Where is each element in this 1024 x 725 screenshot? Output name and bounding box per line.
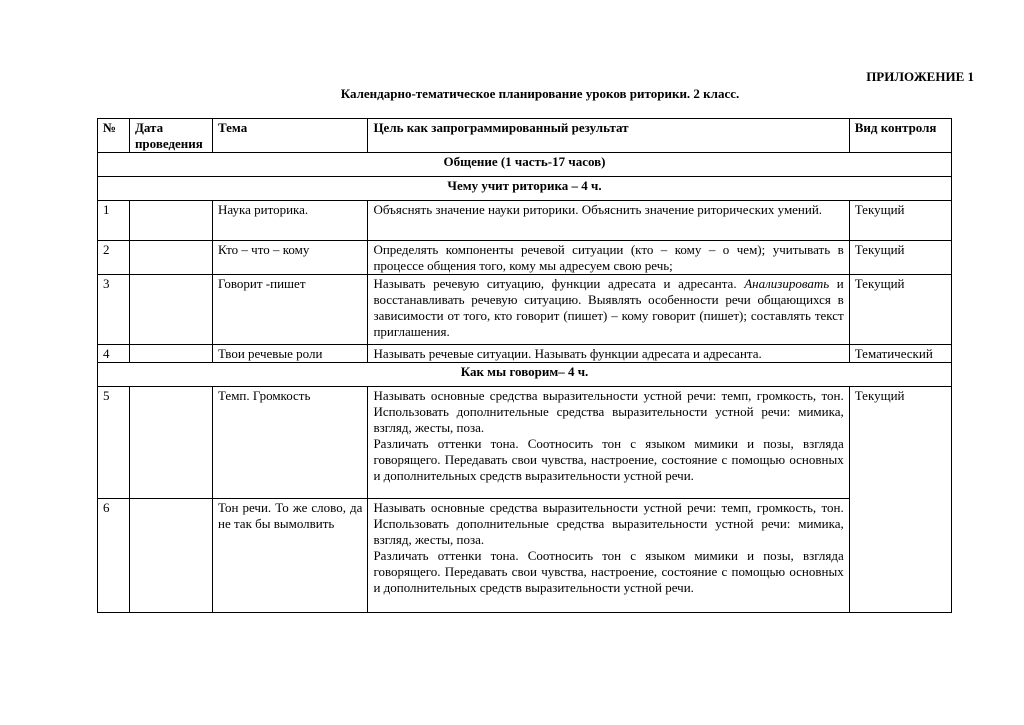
- table-row: [98, 387, 952, 499]
- row-date: [129, 387, 212, 499]
- row-number: 5: [98, 387, 130, 499]
- section-row: [98, 153, 952, 177]
- row-goal: Объяснять значение науки риторики. Объяснить значение риторических умений.: [368, 201, 849, 241]
- row-date: [129, 201, 212, 241]
- goal-paragraph: Различать оттенки тона. Соотносить тон с языком мимики и позы, взгляда говорящего. Передавать свои чувства, настроение, состояние с помощью основных и дополнительных средств выразительности устной речи.: [373, 548, 844, 595]
- table-row: [98, 275, 952, 345]
- row-date: [129, 499, 212, 613]
- row-date: [129, 241, 212, 275]
- subsection-row: [98, 177, 952, 201]
- subsection-title: Как мы говорим– 4 ч.: [98, 363, 952, 387]
- subsection-row: [98, 363, 952, 387]
- table-row: [98, 241, 952, 275]
- goal-paragraph: Называть основные средства выразительности устной речи: темп, громкость, тон. Использовать дополнительные средства выразительности устной речи: мимика, взгляд, жесты, поза.: [373, 388, 844, 435]
- row-control: Текущий: [849, 201, 951, 241]
- table-row: [98, 499, 952, 613]
- goal-paragraph: Различать оттенки тона. Соотносить тон с языком мимики и позы, взгляда говорящего. Передавать свои чувства, настроение, состояние с помощью основных и дополнительных средств выразительности устной речи.: [373, 436, 844, 483]
- row-topic: Кто – что – кому: [212, 241, 367, 275]
- row-goal: [368, 387, 849, 499]
- row-topic: Говорит -пишет: [212, 275, 367, 345]
- row-topic: Наука риторика.: [212, 201, 367, 241]
- column-header-topic: Тема: [212, 119, 367, 153]
- column-header-goal: Цель как запрограммированный результат: [368, 119, 849, 153]
- goal-italic-verb: Анализировать: [744, 276, 830, 291]
- goal-text-part2: и восстанавливать речевую ситуацию. Выявлять особенности речи общающихся в зависимости от того, кто говорит (пишет) – кому говорит (пишет); составлять текст приглашения.: [373, 276, 844, 339]
- row-control: Тематический: [849, 345, 951, 363]
- column-header-control: Вид контроля: [849, 119, 951, 153]
- row-number: 4: [98, 345, 130, 363]
- goal-paragraph: Называть основные средства выразительности устной речи: темп, громкость, тон. Использовать дополнительные средства выразительности устной речи: мимика, взгляд, жесты, поза.: [373, 500, 844, 547]
- table-row: [98, 201, 952, 241]
- column-header-date: Дата проведения: [129, 119, 212, 153]
- row-number: 1: [98, 201, 130, 241]
- row-goal: Называть речевые ситуации. Называть функции адресата и адресанта.: [368, 345, 849, 363]
- appendix-label: ПРИЛОЖЕНИЕ 1: [866, 69, 974, 84]
- row-control: Текущий: [849, 275, 951, 345]
- row-goal: [368, 275, 849, 345]
- row-control: Текущий: [849, 387, 951, 613]
- row-control: Текущий: [849, 241, 951, 275]
- row-topic: Тон речи. То же слово, да не так бы вымолвить: [212, 499, 367, 613]
- row-goal: Определять компоненты речевой ситуации (кто – кому – о чем); учитывать в процессе общения того, кому мы адресуем свою речь;: [368, 241, 849, 275]
- column-header-number: №: [98, 119, 130, 153]
- goal-text-part1: Называть речевую ситуацию, функции адресата и адресанта.: [373, 276, 737, 291]
- row-topic: Темп. Громкость: [212, 387, 367, 499]
- table-row: [98, 345, 952, 363]
- row-number: 6: [98, 499, 130, 613]
- row-number: 3: [98, 275, 130, 345]
- section-title: Общение (1 часть-17 часов): [98, 153, 952, 177]
- row-topic: Твои речевые роли: [212, 345, 367, 363]
- lesson-plan-table: [97, 118, 952, 613]
- table-header-row: [98, 119, 952, 153]
- document-title: Календарно-тематическое планирование уроков риторики. 2 класс.: [340, 86, 740, 101]
- row-date: [129, 275, 212, 345]
- row-number: 2: [98, 241, 130, 275]
- subsection-title: Чему учит риторика – 4 ч.: [98, 177, 952, 201]
- row-goal: [368, 499, 849, 613]
- row-date: [129, 345, 212, 363]
